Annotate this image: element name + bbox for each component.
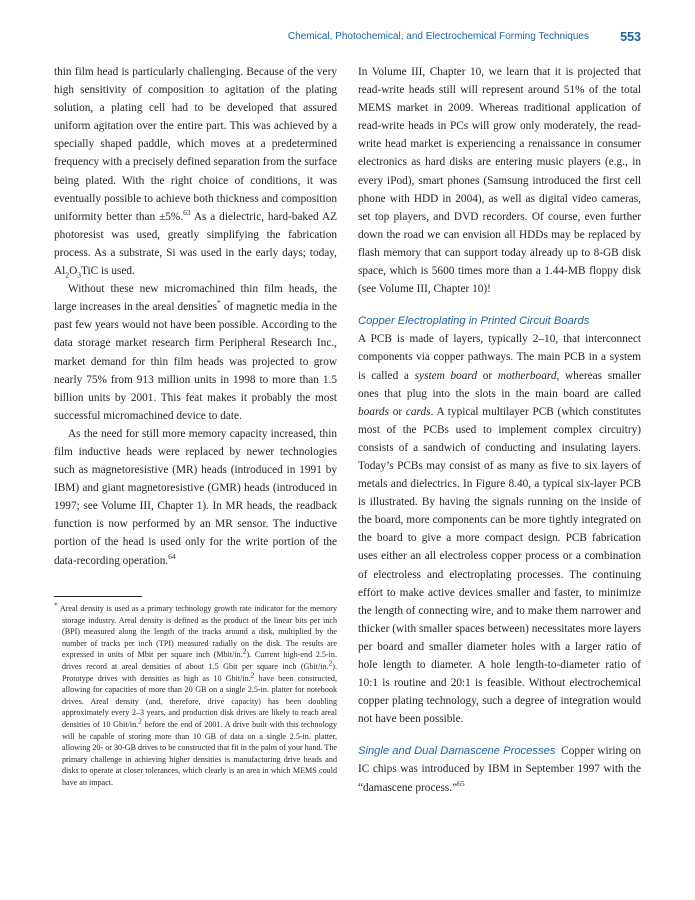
left-column [54, 63, 337, 570]
paragraph: Without these new micromachined thin film heads, the large increases in the areal densities* of magnetic media in the past few years would not have been possible. According to the data storage market research firm Peripheral Research Inc., market demand for thin film heads was projected to grow nearly 75% from 913 million units in 1998 to more than 1.5 billion units by 2001. This feat makes it probably the most successful micromachined device to date. [54, 283, 337, 422]
section-heading: Copper Electroplating in Printed Circuit Boards [358, 315, 590, 328]
section-heading: Single and Dual Damascene Processes [358, 745, 556, 758]
paragraph: thin film head is particularly challenging. Because of the very high sensitivity of composition to agitation of the plating solution, a plating cell had to be developed that assured uniform agitation over the entire part. This was achieved by a specially shaped paddle, which moves at a predetermined frequency with a precisely defined separation from the surface being plated. With the right choice of conditions, it was eventually possible to achieve both thickness and composition uniformity better than ±5%.$^{63}$ As a dielectric, hard-baked AZ photoresist was used, greatly simplifying the fabrication process. As a substrate, Si was used in the early days; today, $Al_2O_3TiC$ is used. [54, 66, 337, 280]
page-header [54, 30, 641, 46]
reference-marker: 65 [457, 778, 465, 788]
paragraph: Single and Dual Damascene Processes Copper wiring on IC chips was introduced by IBM in September 1997 with the “damascene process.”$^{65}$ [358, 745, 641, 794]
running-head: Chemical, Photochemical, and Electrochemical Forming Techniques [287, 31, 589, 42]
reference-marker: 63 [183, 207, 191, 217]
reference-marker: 64 [168, 551, 176, 561]
footnote: * Areal density is used as a primary technology growth rate indicator for the memory storage industry. Areal density is defined as the product of the linear bits per inch (BPI) measured along the length of the tracks around a disk, multiplied by the number of tracks per inch (TPI) measured radially on the disk. The results are expressed in units of Mbit per square inch (Mbit/in.$^2$). Current high-end 2.5-in. drives record at areal densities of about 1.5 Gbit per square inch (Gbit/in.$^2$). Prototype drives with densities as high as 10 Gbit/in.$^2$ have been constructed, allowing for capacities of more than 20 GB on a single 2.5-in. platter for notebook drives. Areal density (and, therefore, drive capacity) has been doubling approximately every 2–3 years, and production disk drives are likely to reach areal densities of 10 Gbit/in.$^2$ before the end of 2001. A drive built with this technology will be capable of storing more than 10 GB of data on a single 2.5-in. platter, allowing 20- or 30-GB drives to be constructed that fit in the palm of your hand. The primary challenge in achieving higher densities is manufacturing drive heads and disks to operate at closer tolerances, which clearly is an area in which MEMS could have an impact. [54, 600, 337, 787]
paragraph: In Volume III, Chapter 10, we learn that it is projected that read-write heads still will represent around 51% of the total MEMS market in 2009. Whereas traditional application of read-write heads in PCs will grow only moderately, the read-write head market is experiencing a renaissance in consumer electronics as hard disks are entering music players (e.g., in every iPod), smart phones (Samsung introduced the first cell phone with HDD in 2004), as well as digital video cameras, set top players, and DVD recorders. Of course, even further down the road we can envision all HDDs may be replaced by flash memory that can support today already up to 8-GB disk space, which is 5600 times more than a 1.44-MB floppy disk (see Volume III, Chapter 10)! [358, 66, 641, 296]
paragraph: A PCB is made of layers, typically 2–10, that interconnect components via copper pathways. The main PCB in a system is called a system board or motherboard, whereas smaller ones that plug into the slots in the main board are called boards or cards. A typical multilayer PCB (which constitutes most of the PCBs used to implement complex circuitry) consists of a sandwich of conducting and insulating layers. Today’s PCBs may consist of as many as five to six layers of metals and dielectrics. In Figure 8.40, a typical six-layer PCB is illustrated. By having the signals running on the inside of the board, more components can be more tightly integrated on the board to give a more compact design. PCB fabrication uses either an all electroless copper process or a combination of electroless and electroplating processes. The continuing effort to make active devices smaller and faster, to minimize the length of connecting wire, and to make them narrower and thicker (with smaller spaces between) necessitates more layers per board and smaller diameter holes with a larger ratio of hole length to diameter. A hole length-to-diameter ratio of 10:1 is routine and 20:1 is feasible. Without electrochemical copper plating technology, such a degree of integration would not have been possible. [358, 333, 641, 726]
right-column [358, 63, 641, 797]
footnote-marker: * [217, 298, 221, 308]
paragraph: As the need for still more memory capacity increased, thin film inductive heads were replaced by newer technologies such as magnetoresistive (MR) heads (introduced in 1991 by IBM) and giant magnetoresistive (GMR) heads (introduced in 1997; see Volume III, Chapter 1). In MR heads, the readback function is now performed by an MR sensor. The inductive portion of the head is used only for the write portion of the data-recording operation.$^{64}$ [54, 427, 337, 567]
page-number: 553 [620, 30, 641, 44]
footnote-rule [54, 596, 142, 597]
